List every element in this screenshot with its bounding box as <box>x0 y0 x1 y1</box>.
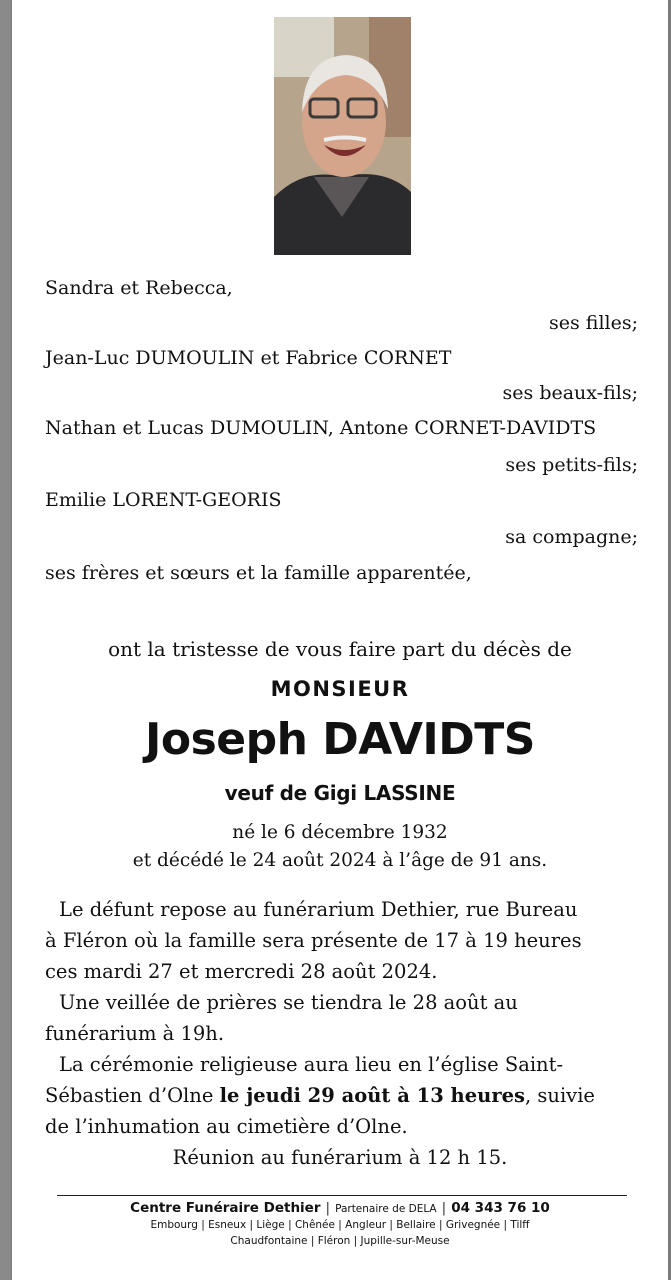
companion-name: Emilie LORENT-GEORIS <box>45 489 282 511</box>
viewing-line-2: à Fléron où la famille sera présente de 17 à 19 heures <box>45 929 582 952</box>
ceremony-place: Sébastien d’Olne <box>45 1084 220 1107</box>
daughters-role: ses filles; <box>548 312 638 334</box>
ceremony-line-3: de l’inhumation au cimetière d’Olne. <box>45 1115 408 1138</box>
announcement-intro: ont la tristesse de vous faire part du décès de <box>108 637 572 661</box>
viewing-line-3: ces mardi 27 et mercredi 28 août 2024. <box>45 960 438 983</box>
ceremony-line-1: La cérémonie religieuse aura lieu en l’église Saint- <box>59 1053 564 1076</box>
companion-role: sa compagne; <box>505 526 638 548</box>
viewing-paragraph <box>45 894 635 987</box>
vigil-paragraph <box>45 987 635 1049</box>
grandsons-role: ses petits-fils; <box>505 454 638 476</box>
sons-in-law-names: Jean-Luc DUMOULIN et Fabrice CORNET <box>45 347 452 369</box>
honorific-title: MONSIEUR <box>270 677 410 701</box>
footer-locations-2: Chaudfontaine | Fléron | Jupille-sur-Meuse <box>230 1235 450 1247</box>
left-border <box>0 0 12 1280</box>
ceremony-suffix: , suivie <box>524 1084 595 1107</box>
footer-divider <box>57 1195 627 1196</box>
vigil-line-2: funérarium à 19h. <box>45 1022 225 1045</box>
ceremony-paragraph <box>45 1049 635 1142</box>
footer-locations-1: Embourg | Esneux | Liège | Chênée | Angleur | Bellaire | Grivegnée | Tilff <box>150 1219 530 1231</box>
ceremony-date: le jeudi 29 août à 13 heures <box>219 1084 525 1107</box>
footer-main-line: Centre Funéraire Dethier | Partenaire de DELA | 04 343 76 10 <box>130 1200 550 1216</box>
company-name: Centre Funéraire Dethier <box>130 1200 321 1216</box>
reunion-paragraph <box>12 1142 668 1173</box>
grandsons-names: Nathan et Lucas DUMOULIN, Antone CORNET-DAVIDTS <box>45 417 597 439</box>
daughters-names: Sandra et Rebecca, <box>45 277 233 299</box>
phone-number[interactable]: 04 343 76 10 <box>451 1200 550 1216</box>
death-line: et décédé le 24 août 2024 à l’âge de 91 ans. <box>132 850 548 871</box>
reunion-line: Réunion au funérarium à 12 h 15. <box>172 1146 508 1169</box>
birth-line: né le 6 décembre 1932 <box>232 822 448 843</box>
deceased-name: Joseph DAVIDTS <box>144 714 535 765</box>
siblings-line: ses frères et sœurs et la famille apparentée, <box>45 562 472 584</box>
widower-line: veuf de Gigi LASSINE <box>224 781 456 805</box>
viewing-line-1: Le défunt repose au funérarium Dethier, rue Bureau <box>59 898 578 921</box>
partner-text: Partenaire de DELA <box>335 1203 437 1215</box>
ceremony-line-2 <box>45 1080 635 1111</box>
sons-in-law-role: ses beaux-fils; <box>502 382 638 404</box>
portrait-photo <box>274 17 411 255</box>
vigil-line-1: Une veillée de prières se tiendra le 28 août au <box>59 991 518 1014</box>
